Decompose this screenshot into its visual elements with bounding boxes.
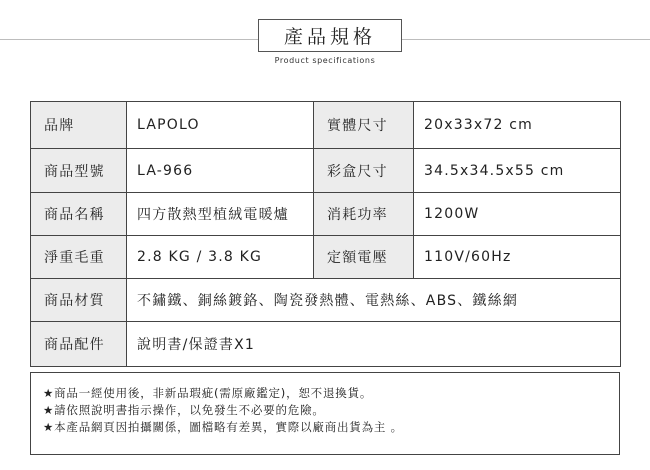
- spec-label-product-size: 實體尺寸: [314, 102, 414, 149]
- table-row: [31, 279, 621, 322]
- spec-value-material: 不鏽鐵、銅絲鍍鉻、陶瓷發熱體、電熱絲、ABS、鐵絲網: [127, 279, 621, 322]
- spec-value-brand: LAPOLO: [127, 102, 314, 149]
- spec-value-power: 1200W: [414, 193, 621, 236]
- note-line: ★請依照說明書指示操作，以免發生不必要的危險。: [43, 403, 325, 417]
- spec-label-power: 消耗功率: [314, 193, 414, 236]
- note-line: ★本產品網頁因拍攝關係，圖檔略有差異，實際以廠商出貨為主 。: [43, 420, 403, 434]
- spec-label-weight: 淨重毛重: [31, 236, 127, 279]
- notes-box: [30, 372, 620, 455]
- spec-value-product-size: 20x33x72 cm: [414, 102, 621, 149]
- title-divider-right: [402, 39, 650, 40]
- spec-value-accessories: 說明書/保證書X1: [127, 322, 621, 367]
- table-row: [31, 236, 621, 279]
- page-title: 產品規格: [258, 19, 402, 52]
- spec-label-name: 商品名稱: [31, 193, 127, 236]
- title-divider-left: [0, 39, 258, 40]
- spec-value-weight: 2.8 KG / 3.8 KG: [127, 236, 314, 279]
- spec-label-brand: 品牌: [31, 102, 127, 149]
- spec-value-model: LA-966: [127, 149, 314, 193]
- spec-label-accessories: 商品配件: [31, 322, 127, 367]
- spec-value-box-size: 34.5x34.5x55 cm: [414, 149, 621, 193]
- spec-label-voltage: 定額電壓: [314, 236, 414, 279]
- note-line: ★商品一經使用後，非新品瑕疵(需原廠鑑定)，恕不退換貨。: [43, 386, 373, 400]
- spec-label-model: 商品型號: [31, 149, 127, 193]
- spec-label-box-size: 彩盒尺寸: [314, 149, 414, 193]
- table-row: [31, 102, 621, 149]
- spec-value-voltage: 110V/60Hz: [414, 236, 621, 279]
- spec-table: [30, 101, 621, 367]
- table-row: [31, 193, 621, 236]
- table-row: [31, 149, 621, 193]
- page-subtitle: Product specifications: [274, 56, 376, 65]
- spec-value-name: 四方散熱型植絨電暖爐: [127, 193, 314, 236]
- table-row: [31, 322, 621, 367]
- spec-label-material: 商品材質: [31, 279, 127, 322]
